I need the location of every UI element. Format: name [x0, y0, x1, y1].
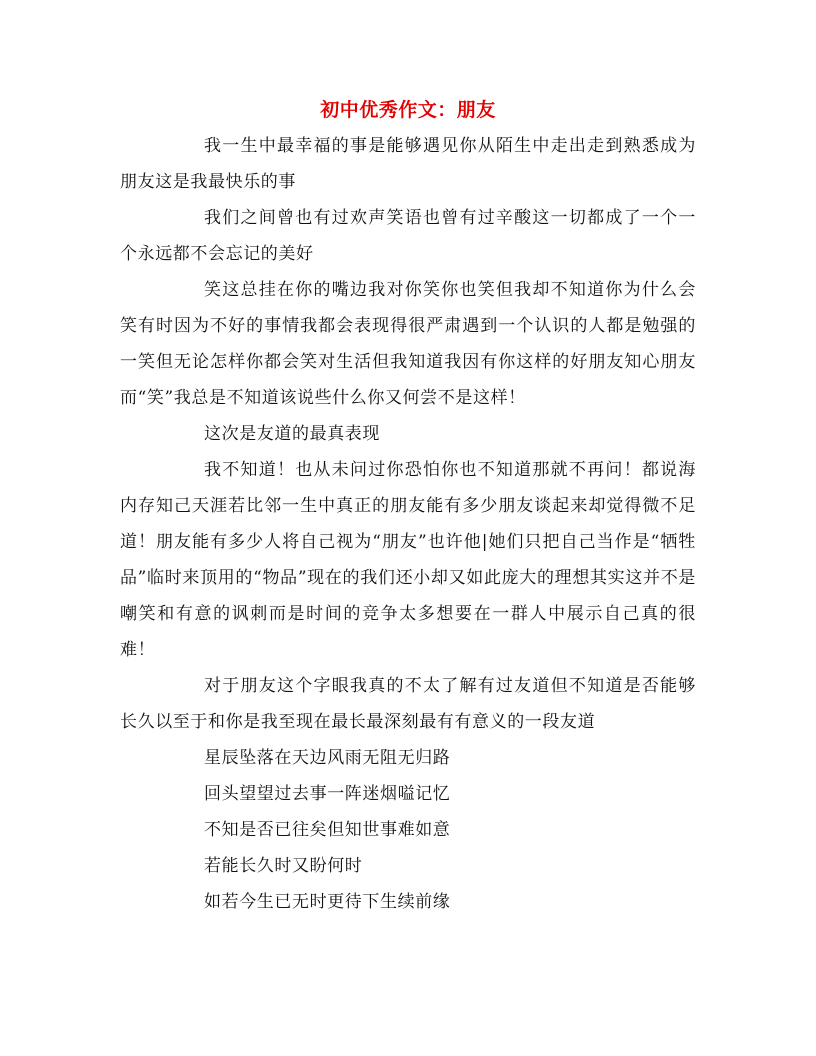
- paragraph: 我们之间曾也有过欢声笑语也曾有过辛酸这一切都成了一个一个永远都不会忘记的美好: [120, 208, 696, 264]
- document-title: 初中优秀作文：朋友: [320, 99, 496, 121]
- poem-line: 如若今生已无时更待下生续前缘: [204, 892, 451, 912]
- paragraph: 对于朋友这个字眼我真的不太了解有过友道但不知道是否能够长久以至于和你是我至现在最长最深刻最有有意义的一段友道: [120, 676, 696, 732]
- document-page: [120, 96, 696, 920]
- paragraph: 这次是友道的最真表现: [204, 424, 380, 444]
- poem-line: 回头望望过去事一阵迷烟嗌记忆: [204, 784, 451, 804]
- paragraph: 我一生中最幸福的事是能够遇见你从陌生中走出走到熟悉成为朋友这是我最快乐的事: [120, 136, 696, 192]
- poem-line: 不知是否已往矣但知世事难如意: [204, 820, 451, 840]
- poem-line: 星辰坠落在天边风雨无阻无归路: [204, 748, 451, 768]
- paragraph: 笑这总挂在你的嘴边我对你笑你也笑但我却不知道你为什么会笑有时因为不好的事情我都会表现得很严肃遇到一个认识的人都是勉强的一笑但无论怎样你都会笑对生活但我知道我因有你这样的好朋友知心朋友而“笑”我总是不知道该说些什么你又何尝不是这样！: [120, 280, 696, 408]
- paragraph: 我不知道！也从未问过你恐怕你也不知道那就不再问！都说海内存知己天涯若比邻一生中真正的朋友能有多少朋友谈起来却觉得微不足道！朋友能有多少人将自己视为“朋友”也许他|她们只把自己当作是“牺牲品”临时来顶用的“物品”现在的我们还小却又如此庞大的理想其实这并不是嘲笑和有意的讽刺而是时间的竞争太多想要在一群人中展示自己真的很难！: [120, 460, 696, 660]
- poem-line: 若能长久时又盼何时: [204, 856, 363, 876]
